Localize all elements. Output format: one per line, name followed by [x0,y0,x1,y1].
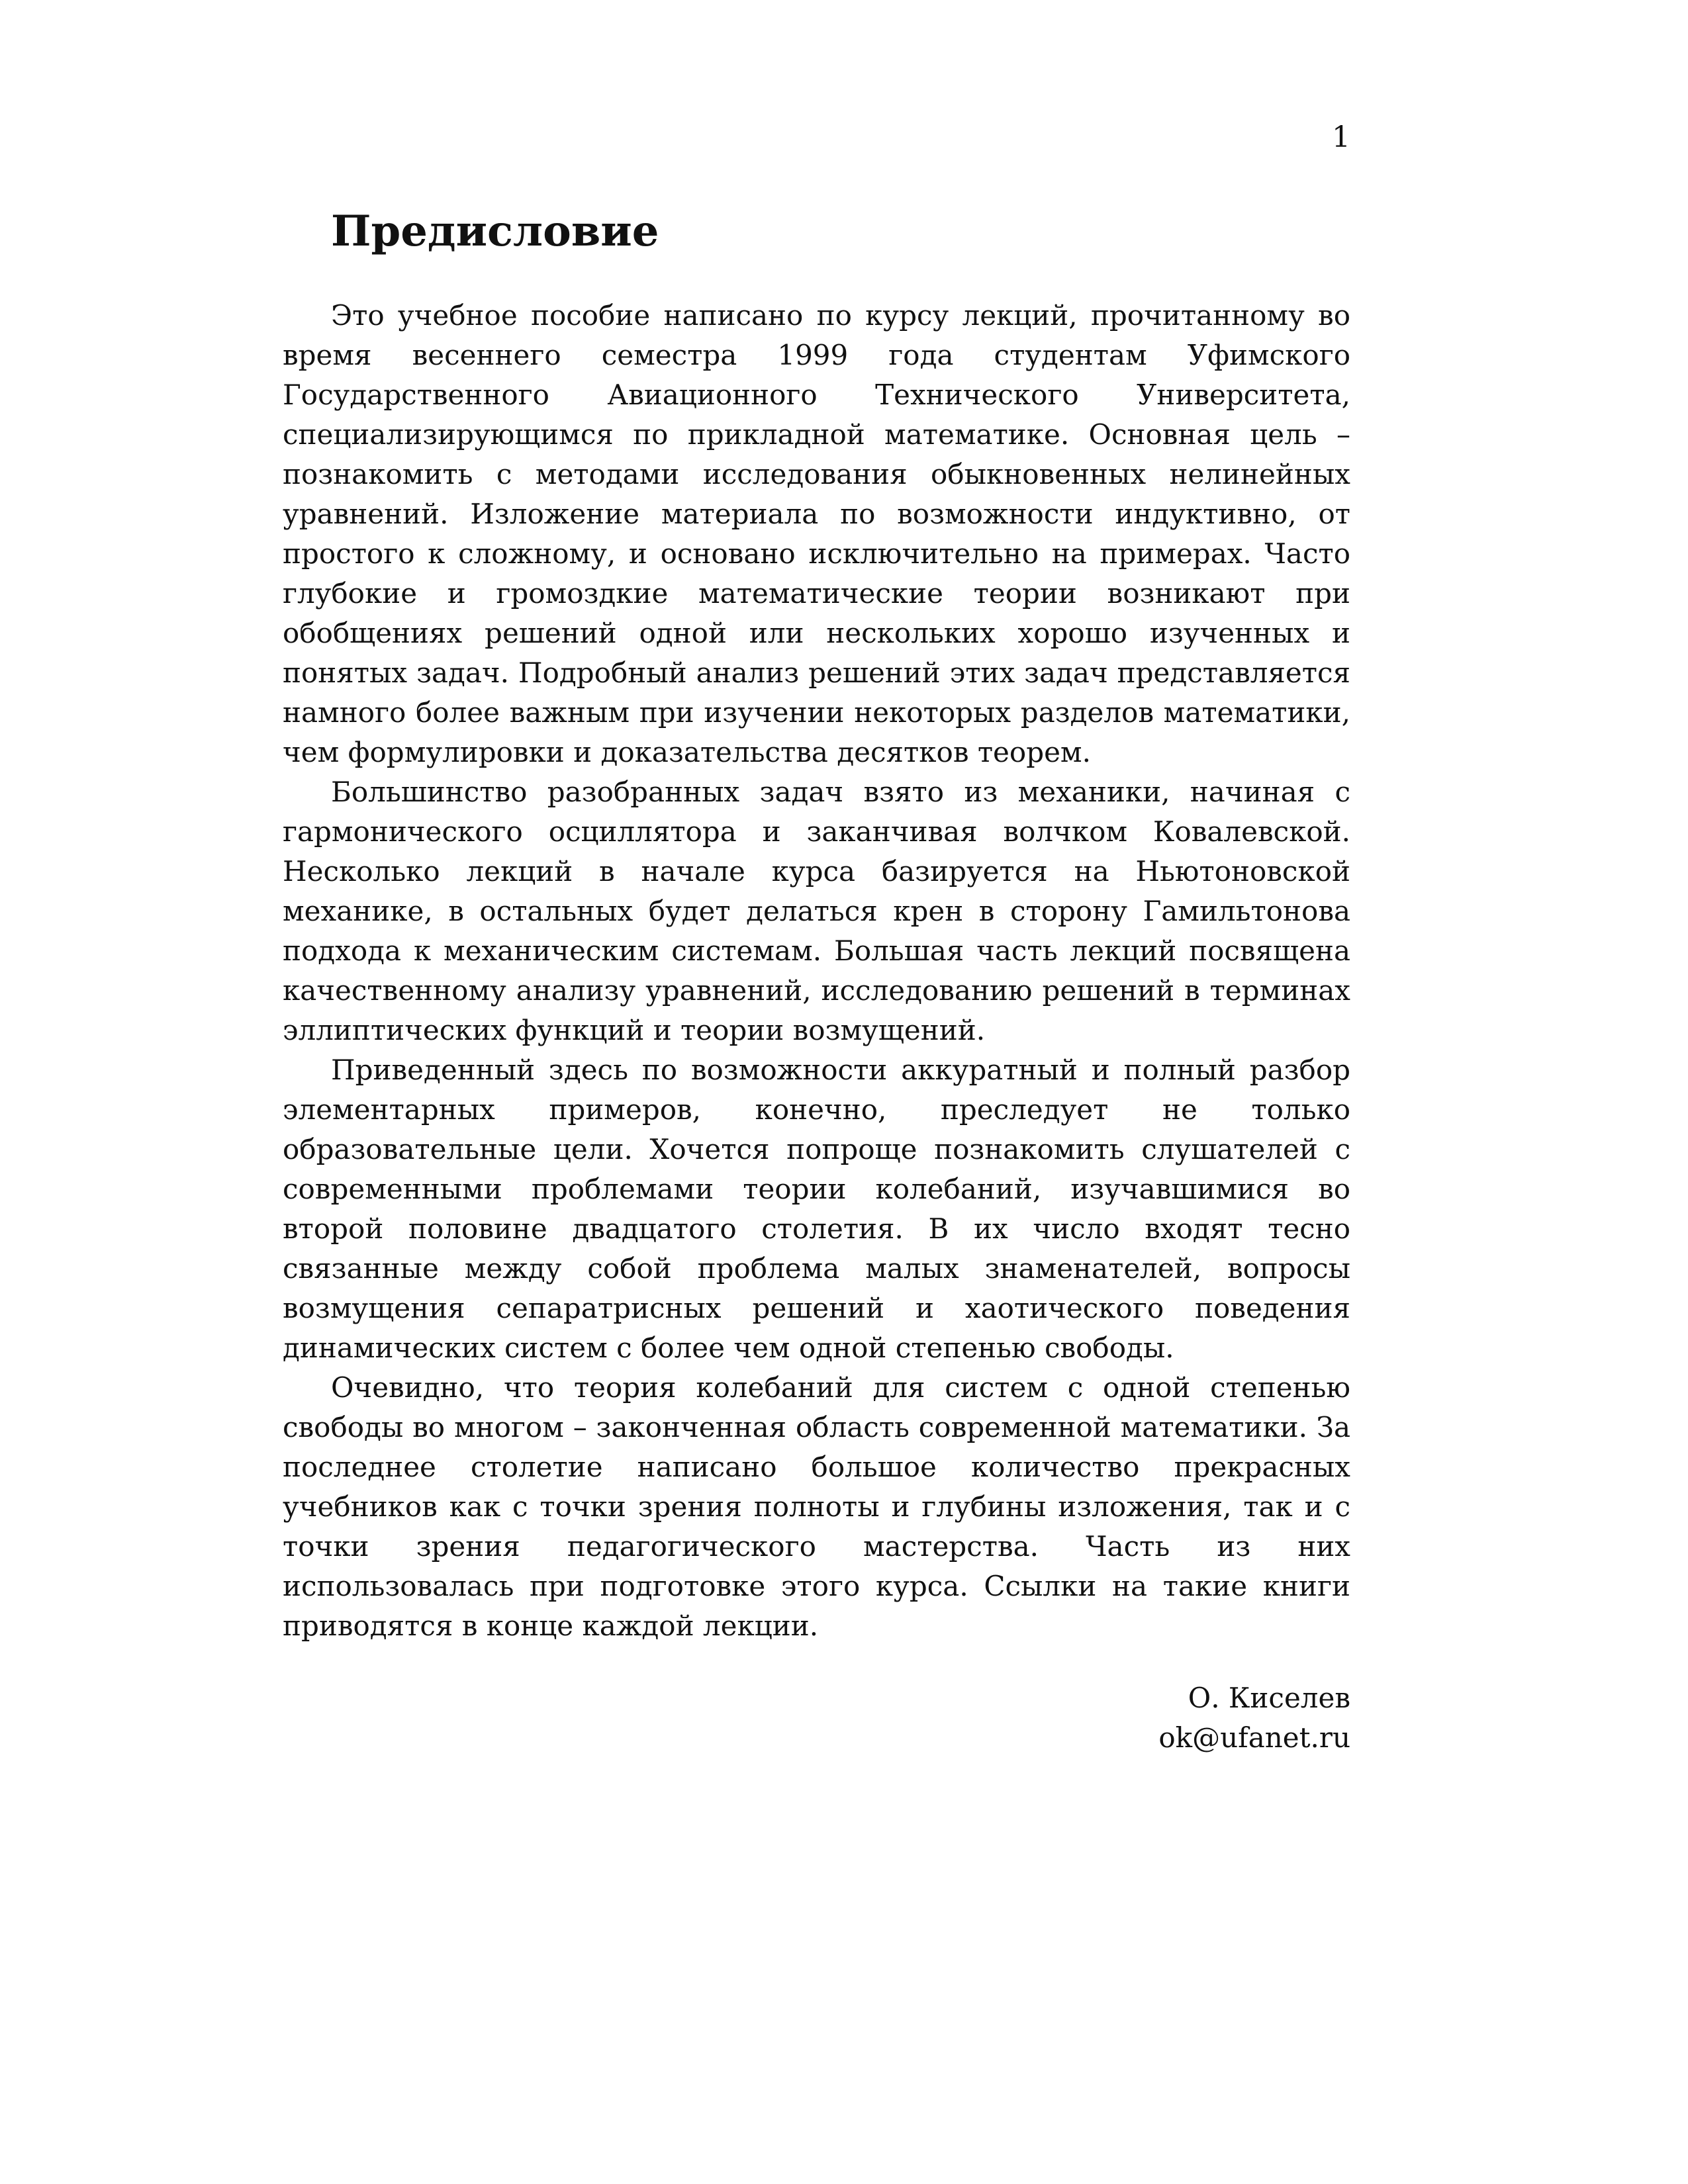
paragraph: Очевидно, что теория колебаний для систем с одной степенью свободы во многом – законченная область современной математики. За последнее столетие написано большое количество прекрасных учебников как с точки зрения полноты и глубины изложения, так и с точки зрения педагогического мастерства. Часть из них использовалась при подготовке этого курса. Ссылки на такие книги приводятся в конце каждой лекции. [283,1371,1350,1642]
paragraph: Это учебное пособие написано по курсу лекций, прочитанному во время весеннего семестра 1999 года студентам Уфимского Государственного Авиационного Технического Университета, специализирующимся по прикладной математике. Основная цель – познакомить с методами исследования обыкновенных нелинейных уравнений. Изложение материала по возможности индуктивно, от простого к сложному, и основано исключительно на примерах. Часто глубокие и громоздкие математические теории возникают при обобщениях решений одной или нескольких хорошо изученных и понятых задач. Подробный анализ решений этих задач представляется намного более важным при изучении некоторых разделов математики, чем формулировки и доказательства десятков теорем. [283,299,1350,768]
page-title: Предисловие [331,206,659,256]
paragraph: Большинство разобранных задач взято из механики, начиная с гармонического осциллятора и заканчивая волчком Ковалевской. Несколько лекций в начале курса базируется на Ньютоновской механике, в остальных будет делаться крен в сторону Гамильтонова подхода к механическим системам. Большая часть лекций посвящена качественному анализу уравнений, исследованию решений в терминах эллиптических функций и теории возмущений. [283,776,1350,1046]
preface-body [283,296,1350,1646]
author-name: О. Киселев [1188,1682,1350,1714]
signature-block [1019,1678,1350,1758]
paragraph: Приведенный здесь по возможности аккуратный и полный разбор элементарных примеров, конечно, преследует не только образовательные цели. Хочется попроще познакомить слушателей с современными проблемами теории колебаний, изучавшимися во второй половине двадцатого столетия. В их число входят тесно связанные между собой проблема малых знаменателей, вопросы возмущения сепаратрисных решений и хаотического поведения динамических систем с более чем одной степенью свободы. [283,1054,1350,1364]
author-email: ok@ufanet.ru [1158,1721,1350,1754]
page-number: 1 [1332,120,1350,154]
